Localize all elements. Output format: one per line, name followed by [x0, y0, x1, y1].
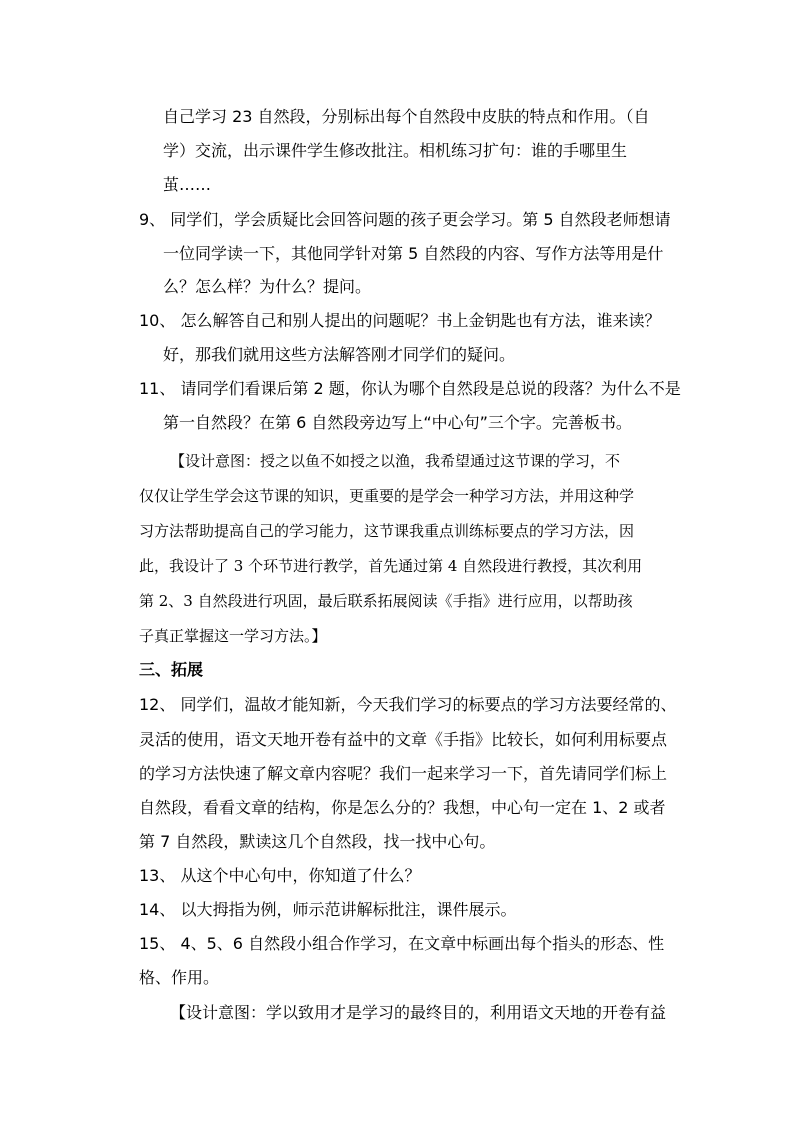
design-note-line: 此，我设计了 3 个环节进行教学，首先通过第 4 自然段进行教授，其次利用 — [139, 557, 643, 575]
text-line: 第一自然段？在第 6 自然段旁边写上“中心句”三个字。完善板书。 — [163, 413, 632, 432]
design-note-line: 第 2、3 自然段进行巩固，最后联系拓展阅读《手指》进行应用，以帮助孩 — [139, 592, 633, 610]
text-line: 么？怎么样？为什么？提问。 — [163, 277, 372, 296]
text-line: 15、 4、5、6 自然段小组合作学习，在文章中标画出每个指头的形态、性 — [139, 934, 665, 953]
text-line: 10、 怎么解答自己和别人提出的问题呢？书上金钥匙也有方法，谁来读？ — [139, 311, 661, 330]
text-line: 【设计意图：学以致用才是学习的最终目的，利用语文天地的开卷有益 — [170, 1003, 667, 1022]
design-note-line: 子真正掌握这一学习方法。】 — [139, 627, 327, 645]
text-line: 14、 以大拇指为例，师示范讲解标批注，课件展示。 — [139, 900, 517, 919]
text-line: 的学习方法快速了解文章内容呢？我们一起来学习一下，首先请同学们标上 — [139, 764, 668, 783]
text-line: 灵活的使用，语文天地开卷有益中的文章《手指》比较长，如何利用标要点 — [139, 730, 668, 749]
text-line: 11、 请同学们看课后第 2 题，你认为哪个自然段是总说的段落？为什么不是 — [139, 379, 681, 398]
design-note-line: 【设计意图：授之以鱼不如授之以渔，我希望通过这节课的学习，不 — [170, 452, 621, 470]
text-line: 第 7 自然段，默读这几个自然段，找一找中心句。 — [139, 832, 496, 851]
text-line: 茧…… — [163, 175, 212, 194]
text-line: 一位同学读一下，其他同学针对第 5 自然段的内容、写作方法等用是什 — [163, 244, 664, 263]
text-line: 9、 同学们，学会质疑比会回答问题的孩子更会学习。第 5 自然段老师想请 — [139, 210, 671, 229]
section-heading: 三、拓展 — [139, 660, 204, 679]
design-note-line: 仅仅让学生学会这节课的知识，更重要的是学会一种学习方法，并用这种学 — [139, 487, 635, 505]
text-line: 自然段，看看文章的结构，你是怎么分的？我想，中心句一定在 1、2 或者 — [139, 798, 666, 817]
text-line: 12、 同学们，温故才能知新，今天我们学习的标要点的学习方法要经常的、 — [139, 695, 677, 714]
text-line: 13、 从这个中心句中，你知道了什么？ — [139, 866, 421, 885]
text-line: 格、作用。 — [139, 968, 220, 987]
text-line: 学）交流，出示课件学生修改批注。相机练习扩句：谁的手哪里生 — [163, 141, 628, 160]
design-note-line: 习方法帮助提高自己的学习能力，这节课我重点训练标要点的学习方法，因 — [139, 522, 635, 540]
text-line: 自己学习 23 自然段，分别标出每个自然段中皮肤的特点和作用。（自 — [163, 107, 650, 126]
text-line: 好，那我们就用这些方法解答刚才同学们的疑问。 — [163, 345, 516, 364]
